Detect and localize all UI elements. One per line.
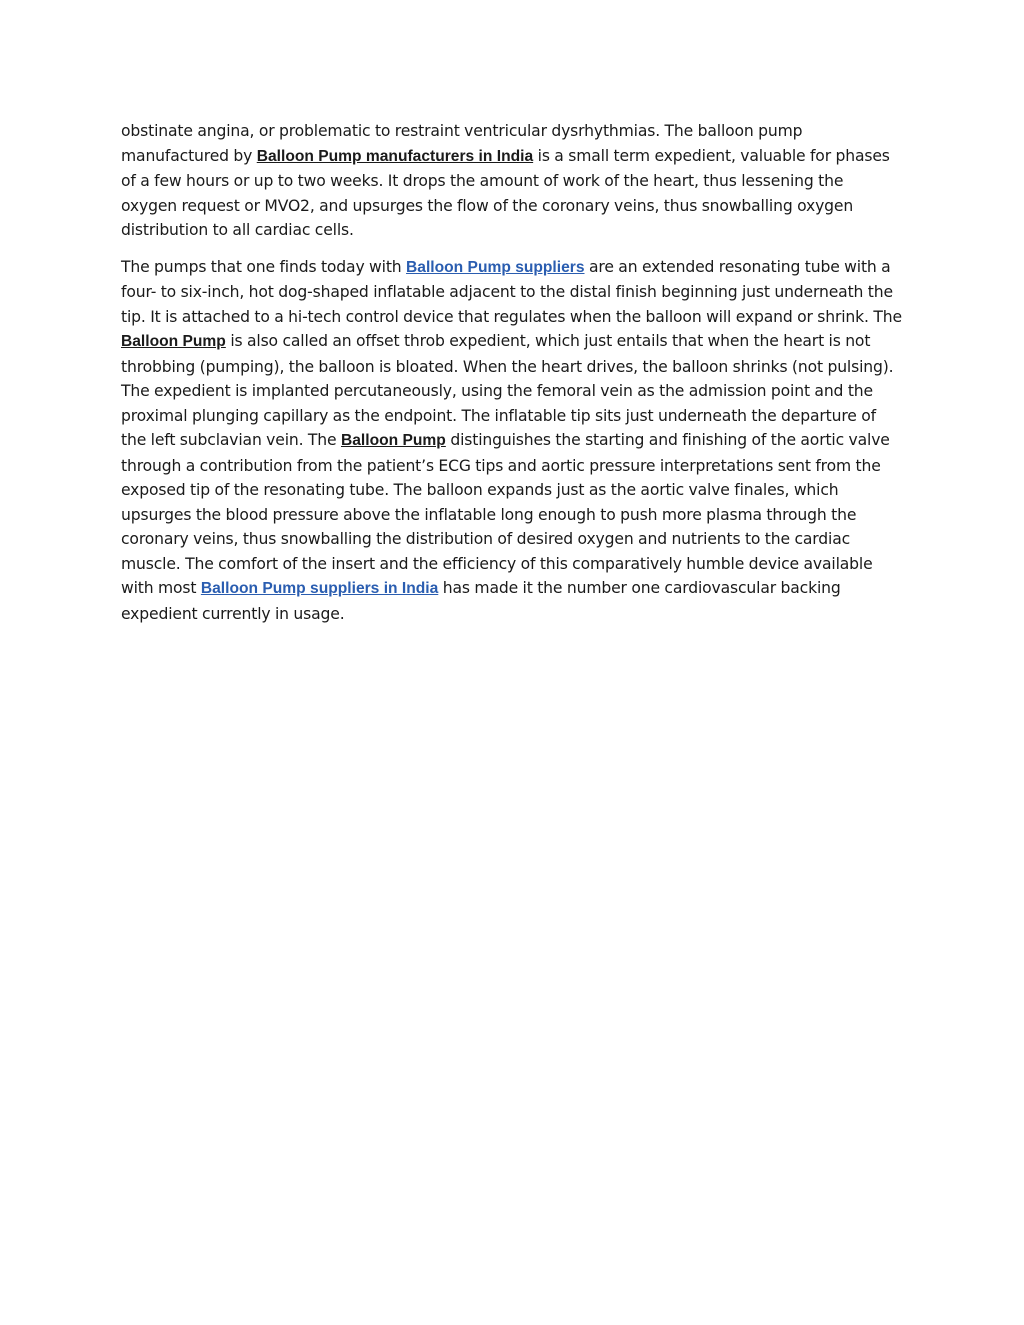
paragraph-1-text-1: obstinate angina, or problematic to restraint ventricular dysrhythmias. The balloon pump manufactured by: [121, 122, 803, 165]
paragraph-1-text-2: is a small term expedient, valuable for phases of a few hours or up to two weeks. It drops the amount of work of the heart, thus lessening the oxygen request or MVO2, and upsurges the flow of the coronary veins, thus snowballing oxygen distribution to all cardiac cells.: [121, 146, 890, 239]
link-balloon-pump-suppliers-in-india[interactable]: Balloon Pump suppliers in India: [200, 580, 439, 597]
link-balloon-pump-manufacturers-in-india[interactable]: Balloon Pump manufacturers in India: [256, 147, 534, 165]
paragraph-2-text-4: distinguishes the starting and finishing of the aortic valve through a contribution from the patient’s ECG tips and aortic pressure interpretations sent from the exposed tip of the resonating tube. The balloon expands just as the aortic valve finales, which upsurges the blood pressure above the inflatable long enough to push more plasma through the coronary veins, thus snowballing the distribution of desired oxygen and nutrients to the cardiac muscle. The comfort of the insert and the efficiency of this comparatively humble device available with most: [121, 431, 890, 597]
paragraph-1: [121, 119, 903, 243]
link-balloon-pump-2[interactable]: Balloon Pump: [341, 432, 446, 449]
paragraph-2: [121, 255, 903, 627]
paragraph-2-text-2: are an extended resonating tube with a four- to six-inch, hot dog-shaped inflatable adjacent to the distal finish beginning just underneath the tip. It is attached to a hi-tech control device that regulates when the balloon will expand or shrink. The: [121, 257, 902, 326]
paragraph-2-text-3: is also called an offset throb expedient, which just entails that when the heart is not throbbing (pumping), the balloon is bloated. When the heart drives, the balloon shrinks (not pulsing). The expedient is implanted percutaneously, using the femoral vein as the admission point and the proximal plunging capillary as the endpoint. The inflatable tip sits just underneath the departure of the left subclavian vein. The: [121, 332, 894, 449]
link-balloon-pump-1[interactable]: Balloon Pump: [121, 333, 226, 350]
paragraph-2-text-1: The pumps that one finds today with: [121, 257, 407, 276]
link-balloon-pump-suppliers[interactable]: Balloon Pump suppliers: [406, 258, 585, 276]
document-body: [121, 119, 903, 638]
paragraph-2-text-5: has made it the number one cardiovascular backing expedient currently in usage.: [121, 579, 841, 623]
